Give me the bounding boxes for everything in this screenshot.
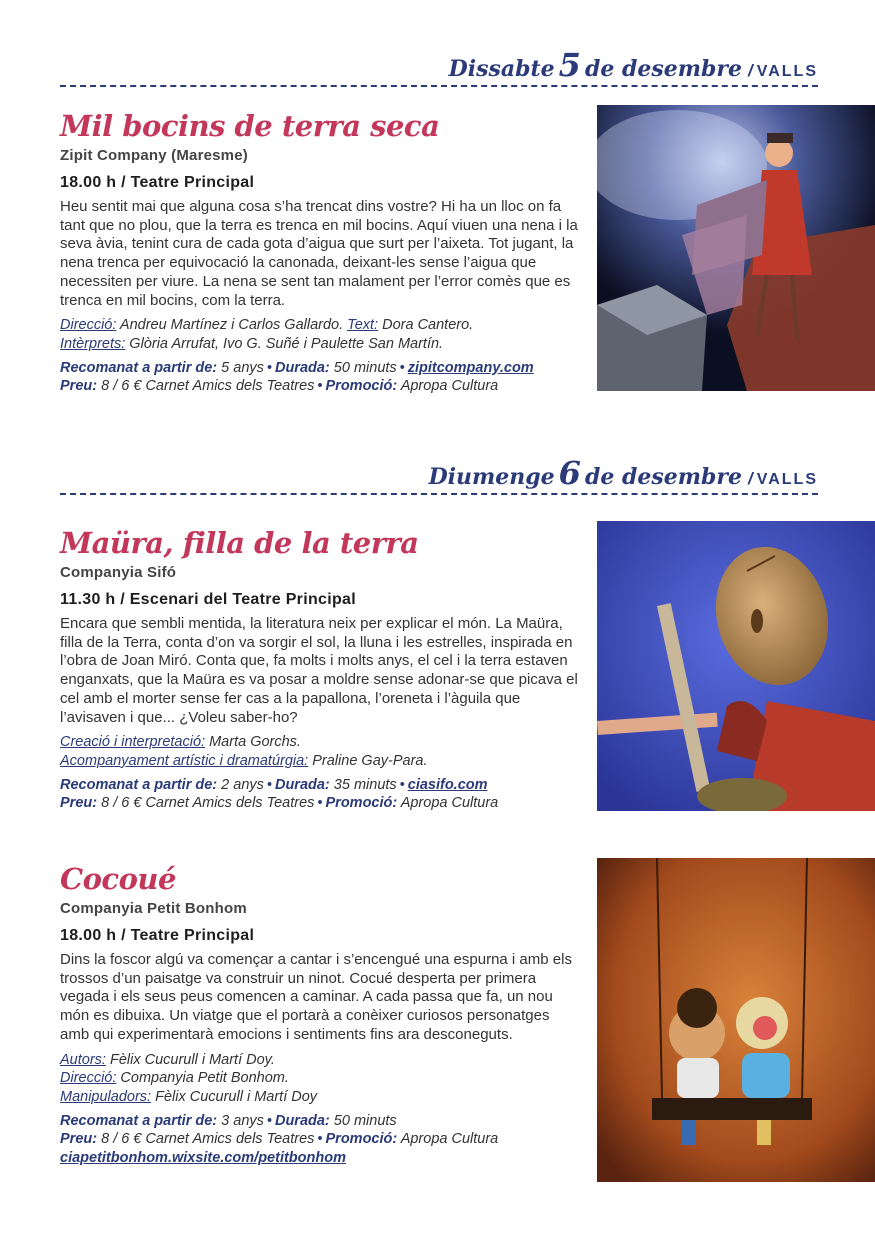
- event-company: Companyia Petit Bonhom: [60, 900, 247, 917]
- promo-value: Apropa Cultura: [397, 378, 499, 395]
- age-label: Recomanat a partir de:: [60, 776, 218, 793]
- credit-label[interactable]: Creació i interpretació:: [60, 734, 206, 751]
- month: de desembre: [584, 464, 742, 490]
- bullet: •: [317, 795, 323, 812]
- age-value: 2 anys: [217, 776, 264, 793]
- event-credits: [60, 316, 580, 353]
- event-photo-swing-puppets: [597, 858, 875, 1182]
- event-company: Companyia Sifó: [60, 564, 177, 581]
- credit-value: Fèlix Cucurull i Martí Doy.: [105, 1051, 275, 1068]
- bullet: •: [266, 1112, 272, 1129]
- price-label: Preu:: [60, 795, 98, 812]
- event-cocoue: [60, 860, 580, 1168]
- credit-label[interactable]: Autors:: [60, 1051, 106, 1068]
- price-value: 8 / 6 € Carnet Amics dels Teatres: [97, 795, 315, 812]
- credit-value: Praline Gay-Para.: [308, 752, 428, 769]
- duration-value: 35 minuts: [329, 776, 397, 793]
- credit-line: [60, 316, 580, 335]
- price-label: Preu:: [60, 378, 98, 395]
- info-line-link: [60, 1149, 580, 1168]
- bullet: •: [317, 378, 323, 395]
- day-name: Dissabte: [448, 56, 555, 82]
- promo-label: Promoció:: [325, 1131, 398, 1148]
- event-info: [60, 359, 580, 396]
- separator: /: [748, 61, 753, 80]
- city: VALLS: [756, 471, 818, 488]
- event-credits: [60, 733, 580, 770]
- credit-value: Fèlix Cucurull i Martí Doy: [151, 1088, 318, 1105]
- credit-line: [60, 1051, 580, 1070]
- info-line-age: [60, 776, 580, 795]
- promo-label: Promoció:: [325, 378, 398, 395]
- day-name: Diumenge: [428, 464, 555, 490]
- credit-value: Glòria Arrufat, Ivo G. Suñé i Paulette San Martín.: [125, 335, 444, 352]
- credit-line: [60, 733, 580, 752]
- duration-label: Durada:: [274, 359, 330, 376]
- promo-value: Apropa Cultura: [397, 795, 499, 812]
- credit-label[interactable]: Acompanyament artístic i dramatúrgia:: [60, 752, 309, 769]
- bullet: •: [399, 359, 405, 376]
- separator: /: [748, 469, 753, 488]
- event-title: Mil bocins de terra seca: [60, 109, 440, 143]
- credit-line: [60, 752, 580, 771]
- dashed-divider: [60, 493, 818, 495]
- bullet: •: [317, 1131, 323, 1148]
- event-title: Maüra, filla de la terra: [60, 526, 419, 560]
- price-label: Preu:: [60, 1131, 98, 1148]
- price-value: 8 / 6 € Carnet Amics dels Teatres: [97, 1131, 315, 1148]
- bullet: •: [266, 776, 272, 793]
- credit-label[interactable]: Intèrprets:: [60, 335, 126, 352]
- event-title: Cocoué: [60, 862, 176, 896]
- date-header-saturday: [60, 46, 818, 84]
- credit-label[interactable]: Direcció:: [60, 317, 117, 334]
- credit-value: Companyia Petit Bonhom.: [116, 1070, 289, 1087]
- city: VALLS: [756, 63, 818, 80]
- duration-label: Durada:: [274, 1112, 330, 1129]
- bullet: •: [399, 776, 405, 793]
- info-line-price: [60, 794, 580, 813]
- promo-value: Apropa Cultura: [397, 1131, 499, 1148]
- credit-value: Andreu Martínez i Carlos Gallardo.: [116, 317, 348, 334]
- credit-value: Marta Gorchs.: [205, 734, 301, 751]
- website-link[interactable]: zipitcompany.com: [407, 359, 534, 376]
- credit-label[interactable]: Manipuladors:: [60, 1088, 152, 1105]
- duration-value: 50 minuts: [329, 359, 397, 376]
- event-time: 18.00 h / Teatre Principal: [60, 174, 255, 191]
- price-value: 8 / 6 € Carnet Amics dels Teatres: [97, 378, 315, 395]
- age-value: 5 anys: [217, 359, 264, 376]
- event-description: Encara que sembli mentida, la literatura neix per explicar el món. La Maüra, filla de la Terra, conta d’on va sorgir el sol, la lluna i les estrelles, inspirada en l’obra de Joan Miró. Conta que, fa molts i molts anys, el cel i la terra estaven enganxats, que la Maüra es va posar a moldre sense adonar-se que picava el cel amb el morter sense fer cas a la papallona, l’oreneta i l’àguila que l’avisaven i que... ¿Voleu saber-ho?: [60, 615, 578, 726]
- website-link[interactable]: ciasifo.com: [407, 776, 488, 793]
- day-number: 5: [558, 46, 581, 84]
- event-mil-bocins: [60, 107, 580, 396]
- duration-label: Durada:: [274, 776, 330, 793]
- age-value: 3 anys: [217, 1112, 264, 1129]
- info-line-age: [60, 1112, 580, 1131]
- event-info: [60, 1112, 580, 1168]
- info-line-price: [60, 1130, 580, 1149]
- month: de desembre: [584, 56, 742, 82]
- credit-label[interactable]: Text:: [347, 317, 379, 334]
- day-number: 6: [558, 454, 581, 492]
- date-header-sunday: [60, 454, 818, 492]
- event-photo-puppet-mortar: [597, 521, 875, 811]
- event-description: Dins la foscor algú va començar a cantar i s’encengué una espurna i amb els trossos d’un paisatge va construir un ninot. Cocué desperta per primera vegada i els seus peus comencen a caminar. A cada passa que fa, un nou món es dibuixa. Un viatge que el portarà a conèixer curiosos personatges amb qui experimentarà emocions i sentiments fins ara desconeguts.: [60, 951, 572, 1043]
- credit-line: [60, 1088, 580, 1107]
- event-time: 18.00 h / Teatre Principal: [60, 927, 255, 944]
- event-photo-marionette: [597, 105, 875, 391]
- promo-label: Promoció:: [325, 795, 398, 812]
- credit-line: [60, 335, 580, 354]
- credit-line: [60, 1069, 580, 1088]
- event-info: [60, 776, 580, 813]
- event-time: 11.30 h / Escenari del Teatre Principal: [60, 591, 356, 608]
- event-company: Zipit Company (Maresme): [60, 147, 248, 164]
- credit-label[interactable]: Direcció:: [60, 1070, 117, 1087]
- website-link[interactable]: ciapetitbonhom.wixsite.com/petitbonhom: [60, 1150, 346, 1167]
- event-maura: [60, 524, 580, 813]
- credit-value: Dora Cantero.: [378, 317, 474, 334]
- dashed-divider: [60, 85, 818, 87]
- duration-value: 50 minuts: [329, 1112, 397, 1129]
- age-label: Recomanat a partir de:: [60, 1112, 218, 1129]
- event-description: Heu sentit mai que alguna cosa s’ha trencat dins vostre? Hi ha un lloc on fa tant que no plou, que la terra es trenca en mil bocins. Aquí viuen una nena i la seva àvia, tenint cura de cada gota d’aigua que surt per l’aixeta. Tot jugant, la nena trenca per equivocació la canonada, deixant-les sense l’aigua que necessiten per viure. La nena se sent tan malament per l’error comès que es trenca en mil bocins, com la terra.: [60, 198, 578, 309]
- event-credits: [60, 1051, 580, 1107]
- bullet: •: [266, 359, 272, 376]
- info-line-age: [60, 359, 580, 378]
- info-line-price: [60, 377, 580, 396]
- age-label: Recomanat a partir de:: [60, 359, 218, 376]
